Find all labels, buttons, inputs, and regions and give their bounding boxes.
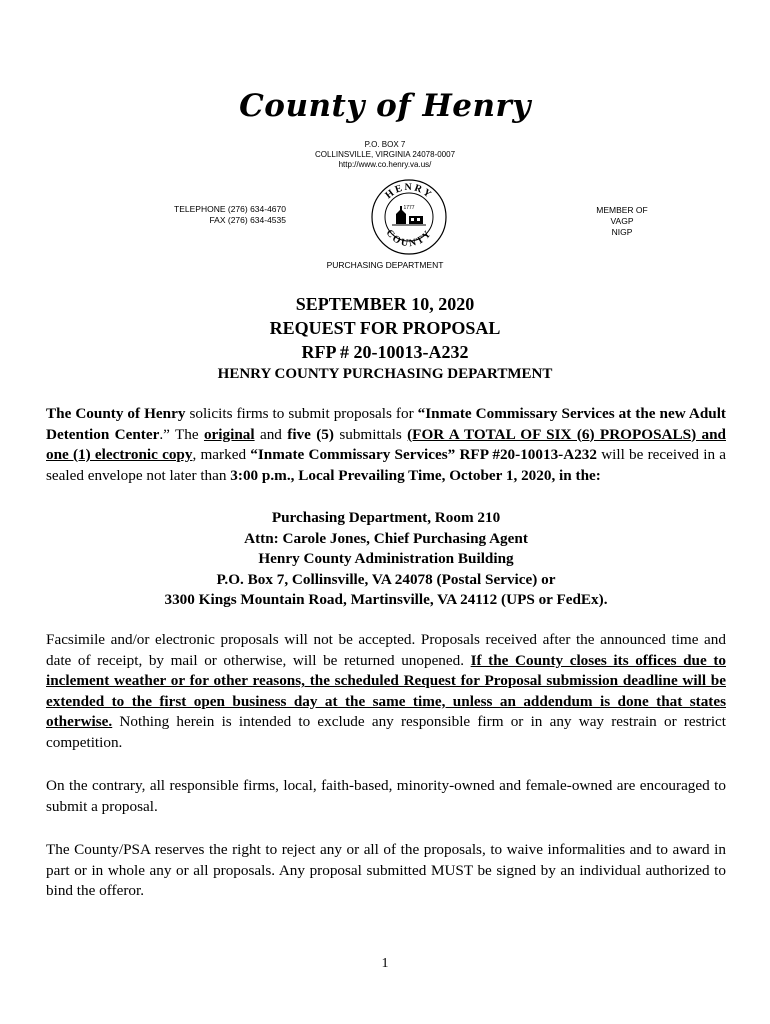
- contact-numbers: [168, 204, 286, 226]
- letterhead-department: PURCHASING DEPARTMENT: [326, 260, 444, 270]
- paragraph-2-text-c: Nothing herein is intended to exclude any responsible firm or in any way restrain or restrict competition.: [46, 713, 726, 751]
- intro-five: five (5): [287, 425, 334, 443]
- seal-top-text: HENRY: [383, 181, 435, 202]
- intro-total: (FOR A TOTAL OF SIX (6) PROPOSALS) and one (1) electronic copy: [46, 425, 726, 463]
- member-of-label: MEMBER OF: [596, 205, 648, 215]
- intro-text-2: .” The: [159, 425, 204, 443]
- svg-text:COUNTY: [383, 228, 434, 250]
- website: http://www.co.henry.va.us/: [338, 160, 432, 169]
- intro-text-5: , marked: [192, 446, 251, 463]
- paragraph-2-weather-clause: If the County closes its offices due to inclement weather or for other reasons, the scheduled Request for Proposal submission deadline will be extended to the first open business day at the same time, unless an addendum is done that states otherwise.: [46, 651, 726, 730]
- address-block-line-1: Purchasing Department, Room 210: [271, 509, 501, 526]
- letterhead-title: County of Henry: [239, 88, 531, 124]
- rfp-number: RFP # 20-10013-A232: [301, 342, 469, 362]
- page-number: 1: [381, 956, 389, 971]
- intro-service: “Inmate Commissary Services at the new Adult Detention Center: [46, 405, 726, 443]
- address-block-line-2: Attn: Carole Jones, Chief Purchasing Agent: [244, 529, 528, 547]
- intro-text-3: and: [254, 425, 288, 443]
- county-seal-icon: [370, 178, 448, 256]
- intro-text-1: solicits firms to submit proposals for: [185, 405, 418, 422]
- telephone: TELEPHONE (276) 634-4670: [174, 204, 286, 214]
- intro-text-6: will be received in a sealed envelope not later than: [46, 446, 726, 484]
- document-date: SEPTEMBER 10, 2020: [295, 294, 475, 314]
- document-type: REQUEST FOR PROPOSAL: [269, 318, 501, 338]
- paragraph-2-text-a: Facsimile and/or electronic proposals will not be accepted. Proposals received after the announced time and date of receipt, by mail or otherwise, will be returned unopened.: [46, 631, 726, 669]
- intro-deadline: 3:00 p.m., Local Prevailing Time, October 1, 2020, in the:: [230, 466, 601, 484]
- intro-marked: “Inmate Commissary Services” RFP #20-10013-A232: [250, 446, 597, 463]
- seal-bottom-text: COUNTY: [383, 227, 435, 250]
- fax: FAX (276) 634-4535: [209, 215, 286, 225]
- paragraph-2: [46, 630, 726, 753]
- letterhead: [0, 0, 770, 280]
- member-of: [590, 205, 654, 238]
- member-nigp: NIGP: [611, 227, 633, 237]
- address-block-line-3: Henry County Administration Building: [258, 550, 514, 567]
- intro-text-4: submittals: [333, 425, 408, 443]
- paragraph-4: The County/PSA reserves the right to reject any or all of the proposals, to waive informalities and to award in part or in whole any or all proposals. Any proposal submitted MUST be signed by an individual authorized to bind the offeror.: [46, 841, 726, 899]
- address-line-1: P.O. BOX 7: [364, 140, 406, 149]
- intro-original: original: [203, 425, 255, 443]
- address-block-line-5: 3300 Kings Mountain Road, Martinsville, VA 24112 (UPS or FedEx).: [164, 591, 608, 608]
- intro-county: The County of Henry: [46, 405, 186, 422]
- member-vagp: VAGP: [610, 216, 634, 226]
- address-line-2: COLLINSVILLE, VIRGINIA 24078-0007: [314, 150, 456, 159]
- intro-paragraph: [46, 404, 726, 486]
- delivery-address: [46, 508, 726, 611]
- address-block-line-4: P.O. Box 7, Collinsville, VA 24078 (Postal Service) or: [216, 570, 556, 588]
- seal-year: 1777: [403, 205, 415, 211]
- department-heading: HENRY COUNTY PURCHASING DEPARTMENT: [217, 366, 553, 382]
- paragraph-3: On the contrary, all responsible firms, local, faith-based, minority-owned and female-owned are encouraged to submit a proposal.: [46, 777, 726, 815]
